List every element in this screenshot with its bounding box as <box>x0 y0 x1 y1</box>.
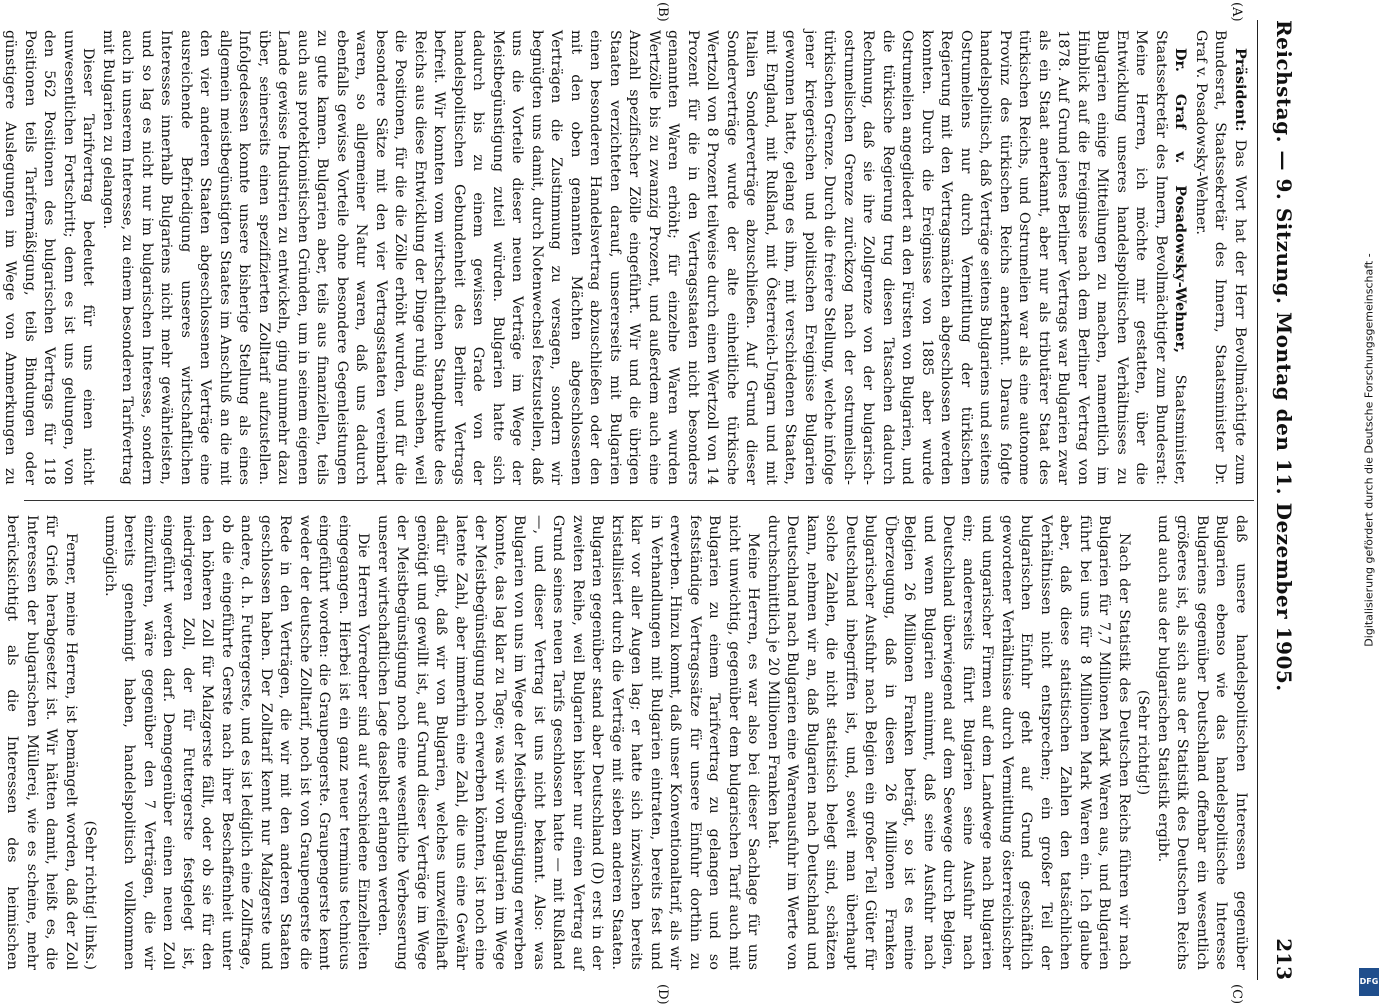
paragraph <box>100 515 373 970</box>
column-separator <box>24 500 1254 501</box>
paragraph <box>1153 515 1251 970</box>
left-column <box>2 30 1250 486</box>
paragraph <box>1191 30 1251 485</box>
paragraph-text: Ferner, meine Herren, ist bemängelt worden, daß der Zoll für Grieß herabgesetzt ist. Wir hätten damit, heißt es, die Interessen der bulgarischen Müllerei, wie es scheine, mehr berücksichtigt als die Interessen des heimischen <box>4 515 79 970</box>
speaker-name: Dr. Graf v. Posadowsky-Wehner, <box>1172 48 1190 354</box>
paragraph <box>0 515 80 970</box>
paragraph <box>763 515 1134 970</box>
page-number: 213 <box>1272 938 1296 980</box>
paragraph-text: Die Herren Vorredner sind auf verschiedene Einzelheiten eingegangen. Hierbei ist ein ganz neuer terminus technicus eingeführt worden: die Graupengerste. Graupengerste kennt weder der deutsche Zolltarif, noch ist von Graupengerste die Rede in den Verträgen, die wir mit den anderen Staaten geschlossen haben. Der Zolltarif kennt nur Malzgerste und andere, d. h. Futtergerste, und es ist lediglich eine Zollfrage, ob die eingeführte Gerste nach ihrer Beschaffenheit unter den höheren Zoll für Malzgerste fällt, oder ob sie für den niedrigeren Zoll, der für Futtergerste festgelegt ist, eingeführt werden darf. Demgegenüber einen neuen Zoll einzuführen, wäre gegenüber den 7 Verträgen, die wir bereits genehmigt haben, handelspolitisch vollkommen unmöglich. <box>102 515 372 970</box>
paragraph <box>0 30 98 485</box>
running-header <box>1262 20 1302 980</box>
paragraph-text: Meine Herren, es war also bei dieser Sachlage für uns nicht unwichtig, gegenüber dem bulgarischen Tarif auch mit Bulgarien zu einem Tarifvertrag zu gelangen und so festständige Vertragssätze für unsere Einfuhr dorthin zu erwerben. Hinzu kommt, daß unser Konventionaltarif, als wir in Verhandlungen mit Bulgarien eintraten, bereits fest und klar vor aller Augen lag; er hatte sich inzwischen bereits kristallisiert durch die Verträge mit sieben anderen Staaten. Bulgarien gegenüber stand aber Deutschland (D) erst in der zweiten Reihe, weil Bulgarien bisher nur einen Vertrag auf Grund seines neuen Tarifs geschlossen hatte — mit Rußland —, und dieser Vertrag ist uns nicht bekannt. Also: was Bulgarien von uns im Wege der Meistbegünstigung erwerben konnte, das lag klar zu Tage; was wir von Bulgarien im Wege der Meistbegünstigung noch erwerben könnten, ist noch eine latente Zahl, aber immerhin eine Zahl, die uns eine Gewähr dafür gibt, daß wir von Bulgarien, welches unzweifelhaft genötigt und gewillt ist, auf Grund dieser Verträge im Wege der Meistbegünstigung noch eine wesentliche Verbesserung unserer wirtschaftlichen Lage daselbst erlangen werden. <box>375 515 762 970</box>
margin-marker-b: (B) <box>655 2 670 22</box>
credit-text: Digitalisierung gefördert durch die Deutsche Forschungsgemeinschaft - <box>1362 253 1376 647</box>
margin-marker-a: (A) <box>1229 2 1244 22</box>
dfg-logo: DFG <box>1359 968 1379 996</box>
margin-marker-c: (C) <box>1229 984 1244 1005</box>
reaction: (Sehr richtig! links.) <box>82 820 99 970</box>
paragraph-text: Dieser Tarifvertrag bedeutet für uns einen nicht unwesentlichen Fortschritt; denn es ist uns gelungen, von den 562 Positionen des bulgarischen Vertrags für 118 Positionen teils Tarifermäßigung, teils Bindungen oder günstigere Auslegungen im Wege von Anmerkungen zu <box>2 30 97 485</box>
right-column <box>4 515 1250 970</box>
scanned-page <box>2 0 1320 1005</box>
digitization-credit <box>1355 0 1383 1000</box>
header-title: Reichstag. — 9. Sitzung. Montag den 11. Dezember 1905. <box>1272 20 1296 692</box>
paragraph <box>98 30 1191 485</box>
paragraph-text: daß unsere handelspolitischen Interessen gegenüber Bulgarien ebenso wie das handelspolitische Interesse Bulgariens gegenüber Deutschland offenbar ein wesentlich größeres ist, als sich aus der Statistik des Deutschen Reichs und auch aus der bulgarischen Statistik ergibt. <box>1155 515 1249 970</box>
paragraph-text: Staatsminister, Staatssekretär des Innern, Bevollmächtigter zum Bundesrat: Meine Herren, ich möchte mir gestatten, über die Entwicklung unseres handelspolitischen Verhältnisses zu Bulgarien einige Mitteilungen zu machen, namentlich im Hinblick auf die Ereignisse nach dem Berliner Vertrag von 1878. Auf Grund jenes Berliner Vertrags war Bulgarien zwar als ein Staat anerkannt, aber nur als tributärer Staat des türkischen Reichs, und Ostrumelien war als eine autonome Provinz des türkischen Reichs anerkannt. Daraus folgte handelspolitisch, daß Verträge seitens Bulgariens und seitens Ostrumeliens nur durch Vermittlung der türkischen Regierung mit den Vertragsmächten abgeschlossen werden konnten. Durch die Ereignisse von 1885 aber wurde Ostrumelien angegliedert an den Fürsten von Bulgarien, und die türkische Regierung trug diesen Tatsachen dadurch Rechnung, daß sie ihre Zollgrenze von der bulgarisch-ostrumelischen Grenze zurückzog nach der ostrumelisch-türkischen Grenze. Durch die freiere Stellung, welche infolge jener kriegerischen und politischen Ereignisse Bulgarien gewonnen hatte, gelang es ihm, mit verschiedenen Staaten, mit England, mit Rußland, mit Österreich-Ungarn und mit Italien Sonderverträge abzuschließen. Auf Grund dieser Sonderverträge wurde der alte einheitliche türkische Wertzoll von 8 Prozent teilweise durch einen Wertzoll von 14 Prozent für die in den Vertragsstaaten nicht besonders genannten Waren erhöht; für einzelne Waren wurden Wertzölle bis zu zwanzig Prozent, und außerdem auch eine Anzahl spezifischer Zölle eingeführt. Wir und die übrigen Staaten verzichteten darauf, unsererseits mit Bulgarien einen besonderen Handelsvertrag abzuschließen oder den mit den oben genannten Mächten abgeschlossenen Verträgen die Zustimmung zu versagen, sondern wir begnügten uns damit, durch Notenwechsel festzustellen, daß uns die Vorteile dieser neuen Verträge im Wege der Meistbegünstigung zuteil würden. Bulgarien hatte sich dadurch bis zu einem gewissen Grade von der handelspolitischen Gebundenheit des Berliner Vertrags befreit. Wir konnten vom wirtschaftlichen Standpunkte des Reichs aus diese Entwicklung der Dinge ruhig ansehen, weil die Positionen, für die die Zölle erhöht wurden, und für die besondere Sätze mit den vier Vertragsstaaten vereinbart waren, so allgemeiner Natur waren, daß uns dadurch ebenfalls gewisse Vorteile ohne besondere Gegenleistungen zu gute kamen. Bulgarien aber, teils aus finanziellen, teils auch aus protektionistischen Gründen, um in seinem eigenen Lande gewisse Industrien zu entwickeln, ging nunmehr dazu über, seinerseits einen spezifizierten Zolltarif aufzustellen. Infolgedessen konnte unsere bisherige Stellung als eines allgemein meistbegünstigten Staates im Anschluß an die mit den vier anderen Staaten abgeschlossenen Verträge eine ausreichende Befriedigung unseres wirtschaftlichen Interesses innerhalb Bulgariens nicht mehr gewährleisten, und so lag es nicht nur im bulgarischen Interesse, sondern auch in unserem Interesse, zu einem besonderen Tarifvertrag mit Bulgarien zu gelangen. <box>100 30 1189 486</box>
margin-marker-d: (D) <box>655 984 670 1005</box>
paragraph <box>373 515 763 970</box>
paragraph-text: Nach der Statistik des Deutschen Reichs führen wir nach Bulgarien für 7,7 Millionen Mark Waren aus, und Bulgarien führt bei uns für 8 Millionen Mark Waren ein. Ich glaube aber, daß diese statistischen Zahlen den tatsächlichen Verhältnissen nicht entsprechen; ein großer Teil der bulgarischen Einfuhr geht auf Grund geschäftlich gewordener Verhältnisse durch Vermittlung österreichischer und ungarischer Firmen auf dem Landwege nach Bulgarien ein; andererseits führt Bulgarien seine Ausfuhr nach Deutschland überwiegend auf dem Seewege durch Belgien, und wenn Bulgarien annimmt, daß seine Ausfuhr nach Belgien 26 Millionen Franken beträgt, so ist es meine Überzeugung, daß in diesen 26 Millionen Franken bulgarischer Ausfuhr nach Belgien ein großer Teil Güter für Deutschland inbegriffen ist, und, soweit man überhaupt solche Zahlen, die nicht statistisch belegt sind, schätzen kann, nehmen wir an, daß Bulgarien nach Deutschland und Deutschland nach Bulgarien eine Warenausfuhr im Werte von durchschnittlich je 20 Millionen Franken hat. <box>765 515 1132 970</box>
speaker-name: Präsident: <box>1232 48 1249 132</box>
header-rule <box>1257 20 1258 980</box>
paragraph-text: Das Wort hat der Herr Bevollmächtigte zum Bundesrat, Staatssekretär des Innern, Staatsminister Dr. Graf v. Posadowsky-Wehner. <box>1193 30 1248 485</box>
reaction: (Sehr richtig!) <box>1135 689 1152 796</box>
